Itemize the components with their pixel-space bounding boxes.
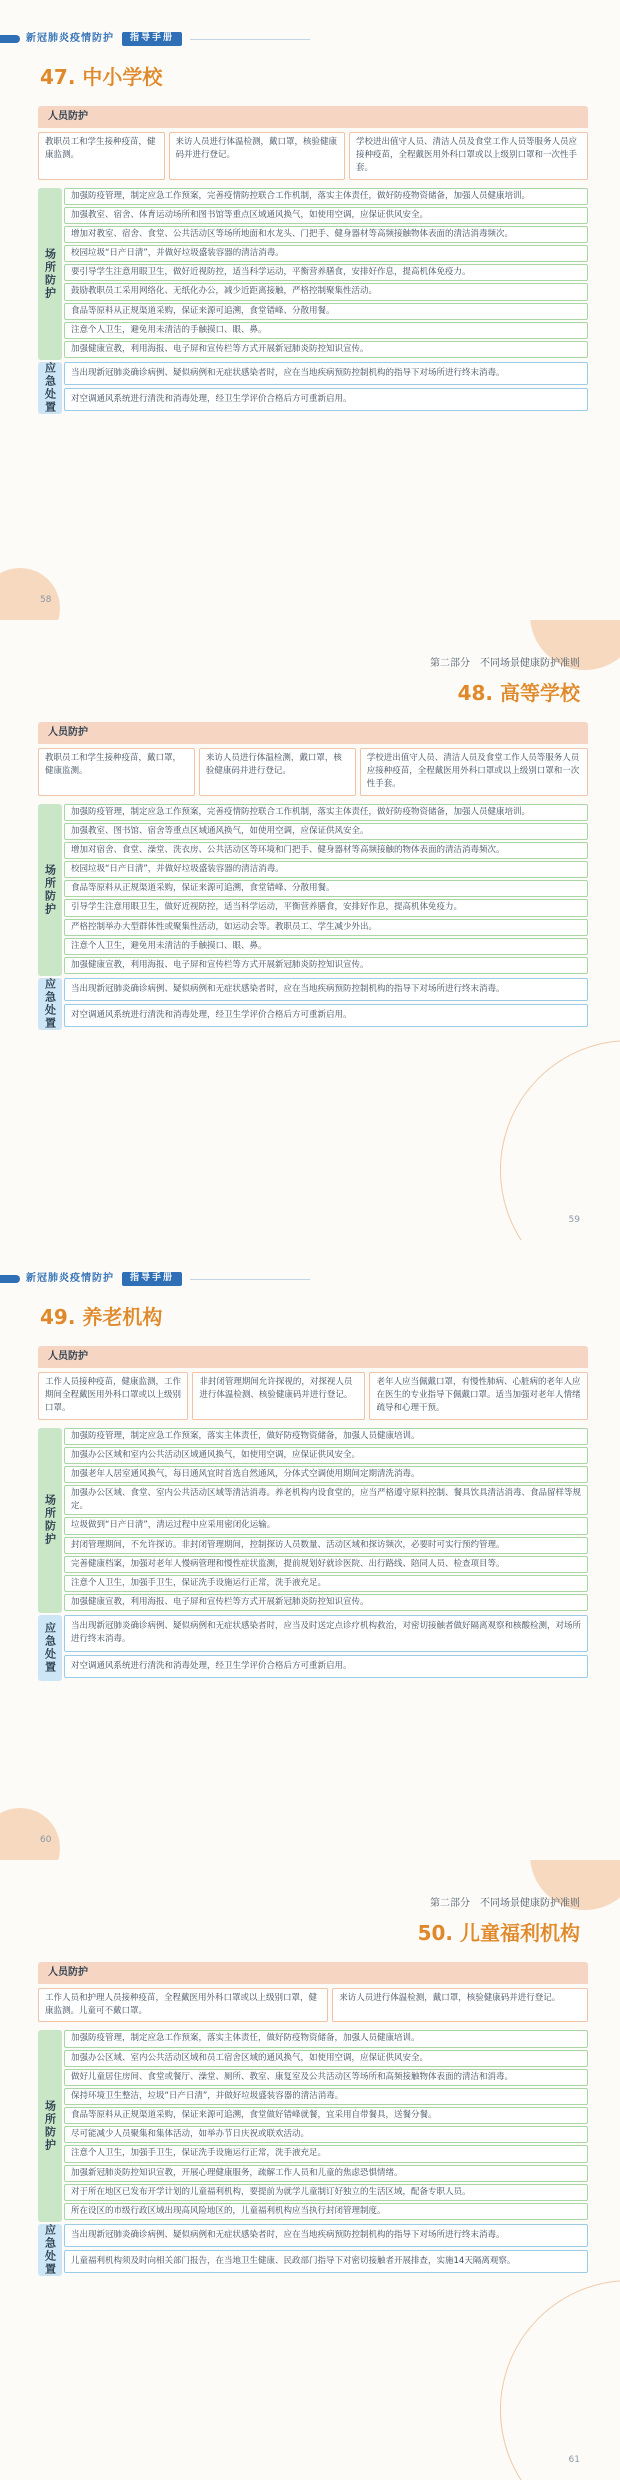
personnel-cell: 来访人员进行体温检测，戴口罩，核验健康码并进行登记。 <box>332 1988 588 2022</box>
site-item: 校园垃圾“日产日清”，并做好垃圾盛装容器的清洁消毒。 <box>64 861 588 878</box>
series-title: 新冠肺炎疫情防护 <box>26 33 114 45</box>
page-title: 47. 中小学校 <box>40 65 163 89</box>
site-section <box>38 804 588 977</box>
site-item: 对于所在地区已发布开学计划的儿童福利机构，要提前为就学儿童制订好独立的生活区域，配备专职人员。 <box>64 2184 588 2201</box>
site-item: 加强健康宣教，利用海报、电子屏和宣传栏等方式开展新冠肺炎防控知识宣传。 <box>64 341 588 358</box>
site-section <box>38 1428 588 1614</box>
content-table <box>38 722 588 1030</box>
site-item: 注意个人卫生，加强手卫生，保证洗手设施运行正常，洗手液充足。 <box>64 1575 588 1592</box>
page-title: 50. 儿童福利机构 <box>417 1921 580 1945</box>
emergency-item: 当出现新冠肺炎确诊病例、疑似病例和无症状感染者时，应在当地疾病预防控制机构的指导下对场所进行终末消毒。 <box>64 362 588 385</box>
content-table <box>38 106 588 414</box>
site-item: 加强防疫管理，制定应急工作预案，落实主体责任，做好防疫物资储备，加强人员健康培训。 <box>64 1428 588 1445</box>
guide-badge: 指导手册 <box>122 1272 182 1286</box>
personnel-header: 人员防护 <box>38 106 588 128</box>
personnel-header: 人员防护 <box>38 1346 588 1368</box>
site-item: 加强办公区域和室内公共活动区域通风换气，如使用空调，应保证供风安全。 <box>64 1447 588 1464</box>
site-label: 场所防护 <box>38 2030 62 2222</box>
personnel-cell: 老年人应当佩戴口罩，有慢性肺病、心脏病的老年人应在医生的专业指导下佩戴口罩。适当加强对老年人情绪疏导和心理干预。 <box>369 1372 588 1420</box>
page-number: 59 <box>568 1215 580 1226</box>
site-item: 做好儿童居住房间、食堂或餐厅、澡堂、厕所、教室、康复室及公共活动区等场所和高频接触物体表面的清洁和消毒。 <box>64 2069 588 2086</box>
site-item: 加强防疫管理，制定应急工作预案，落实主体责任，做好防疫物资储备，加强人员健康培训。 <box>64 2030 588 2047</box>
site-item: 加强新冠肺炎防控知识宣教，开展心理健康服务，疏解工作人员和儿童的焦虑恐惧情绪。 <box>64 2165 588 2182</box>
site-item: 食品等原料从正规渠道采购，保证来源可追溯，食堂做好错峰就餐，宜采用自带餐具，送餐分餐。 <box>64 2107 588 2124</box>
personnel-row <box>38 128 588 186</box>
decor-arc <box>500 1040 620 1240</box>
header-rule <box>190 1279 310 1280</box>
personnel-cell: 学校进出值守人员、清洁人员及食堂工作人员等服务人员应接种疫苗，全程戴医用外科口罩或以上级别口罩和一次性手套。 <box>360 748 588 796</box>
site-item: 加强教室、宿舍、体育运动场所和图书馆等重点区域通风换气，如使用空调，应保证供风安全。 <box>64 207 588 224</box>
emergency-item: 当出现新冠肺炎确诊病例、疑似病例和无症状感染者时，应在当地疾病预防控制机构的指导下对场所进行终末消毒。 <box>64 2224 588 2247</box>
page-59 <box>0 620 620 1240</box>
personnel-cell: 学校进出值守人员、清洁人员及食堂工作人员等服务人员应接种疫苗，全程戴医用外科口罩或以上级别口罩和一次性手套。 <box>349 132 588 180</box>
site-section <box>38 2030 588 2222</box>
header-rule <box>190 39 310 40</box>
site-item: 所在设区的市级行政区域出现高风险地区的，儿童福利机构应当执行封闭管理制度。 <box>64 2203 588 2220</box>
site-item: 增加对教室、宿舍、食堂、公共活动区等场所地面和水龙头、门把手、健身器材等高频接触物体表面的清洁消毒频次。 <box>64 226 588 243</box>
personnel-cell: 来访人员进行体温检测，戴口罩，核验健康码并进行登记。 <box>199 748 356 796</box>
site-item: 加强老年人居室通风换气，每日通风宜时首选自然通风，分体式空调使用期间定期清洗消毒。 <box>64 1466 588 1483</box>
site-item: 垃圾做到“日产日清”，清运过程中应采用密闭化运输。 <box>64 1517 588 1534</box>
site-item: 加强健康宣教，利用海报、电子屏和宣传栏等方式开展新冠肺炎防控知识宣传。 <box>64 957 588 974</box>
site-item: 增加对宿舍、食堂、澡堂、洗衣房、公共活动区等环境和门把手、健身器材等高频接触的物体表面的清洁消毒频次。 <box>64 842 588 859</box>
header-stripe <box>0 35 20 43</box>
emergency-item: 对空调通风系统进行清洗和消毒处理，经卫生学评价合格后方可重新启用。 <box>64 388 588 411</box>
page-number: 61 <box>568 2455 580 2466</box>
personnel-header: 人员防护 <box>38 722 588 744</box>
emergency-section <box>38 2224 588 2276</box>
site-item: 要引导学生注意用眼卫生，做好近视防控，适当科学运动，平衡营养膳食，安排好作息，提高机体免疫力。 <box>64 264 588 281</box>
site-item: 加强办公区域、食堂、室内公共活动区域等清洁消毒。养老机构内设食堂的，应当严格遵守原料控制、餐具饮具清洁消毒、食品留样等规定。 <box>64 1485 588 1515</box>
emergency-label: 应急处置 <box>38 362 62 414</box>
series-header <box>0 1272 310 1286</box>
personnel-cell: 教职员工和学生接种疫苗，戴口罩，健康监测。 <box>38 748 195 796</box>
site-section <box>38 188 588 361</box>
personnel-row <box>38 1984 588 2028</box>
personnel-header: 人员防护 <box>38 1962 588 1984</box>
personnel-cell: 教职员工和学生接种疫苗，健康监测。 <box>38 132 165 180</box>
site-label: 场所防护 <box>38 804 62 977</box>
emergency-section <box>38 978 588 1030</box>
series-title: 新冠肺炎疫情防护 <box>26 1273 114 1285</box>
site-item: 封闭管理期间，不允许探访。非封闭管理期间，控制探访人员数量、活动区域和探访频次，必要时可实行预约管理。 <box>64 1537 588 1554</box>
content-table <box>38 1962 588 2276</box>
emergency-item: 对空调通风系统进行清洗和消毒处理，经卫生学评价合格后方可重新启用。 <box>64 1655 588 1678</box>
site-item: 加强健康宣教，利用海报、电子屏和宣传栏等方式开展新冠肺炎防控知识宣传。 <box>64 1594 588 1611</box>
emergency-section <box>38 1615 588 1681</box>
site-item: 校园垃圾“日产日清”，并做好垃圾盛装容器的清洁消毒。 <box>64 245 588 262</box>
personnel-cell: 工作人员接种疫苗，健康监测，工作期间全程戴医用外科口罩或以上级别口罩。 <box>38 1372 188 1420</box>
page-60 <box>0 1240 620 1860</box>
page-number: 58 <box>40 595 52 606</box>
emergency-item: 儿童福利机构须及时向相关部门报告，在当地卫生健康、民政部门指导下对密切接触者开展排查，实施14天隔离观察。 <box>64 2250 588 2273</box>
emergency-label: 应急处置 <box>38 2224 62 2276</box>
site-item: 完善健康档案，加强对老年人慢病管理和慢性症状监测，提前规划好就诊医院、出行路线、陪同人员、检查项目等。 <box>64 1556 588 1573</box>
chapter-title: 第二部分 不同场景健康防护准则 <box>430 658 580 669</box>
emergency-label: 应急处置 <box>38 1615 62 1681</box>
personnel-row <box>38 1368 588 1426</box>
site-item: 食品等原料从正规渠道采购，保证来源可追溯，食堂错峰、分散用餐。 <box>64 303 588 320</box>
guide-badge: 指导手册 <box>122 32 182 46</box>
site-item: 加强防疫管理，制定应急工作预案，完善疫情防控联合工作机制，落实主体责任，做好防疫物资储备，加强人员健康培训。 <box>64 804 588 821</box>
page-title: 49. 养老机构 <box>40 1305 163 1329</box>
site-item: 加强办公区域、室内公共活动区域和员工宿舍区域的通风换气，如使用空调，应保证供风安全。 <box>64 2050 588 2067</box>
site-item: 注意个人卫生，避免用未清洁的手触摸口、眼、鼻。 <box>64 322 588 339</box>
site-item: 鼓励教职员工采用网络化、无纸化办公，减少近距离接触，严格控制聚集性活动。 <box>64 283 588 300</box>
site-item: 尽可能减少人员聚集和集体活动，如举办节日庆祝或联欢活动。 <box>64 2126 588 2143</box>
site-item: 严格控制举办大型群体性或聚集性活动，如运动会等。教职员工、学生减少外出。 <box>64 919 588 936</box>
site-label: 场所防护 <box>38 188 62 361</box>
emergency-item: 当出现新冠肺炎确诊病例、疑似病例和无症状感染者时，应在当地疾病预防控制机构的指导下对场所进行终末消毒。 <box>64 978 588 1001</box>
page-58 <box>0 0 620 620</box>
personnel-cell: 工作人员和护理人员接种疫苗，全程戴医用外科口罩或以上级别口罩，健康监测。儿童可不戴口罩。 <box>38 1988 328 2022</box>
site-item: 引导学生注意用眼卫生，做好近视防控，适当科学运动，平衡营养膳食，安排好作息，提高机体免疫力。 <box>64 899 588 916</box>
personnel-row <box>38 744 588 802</box>
site-item: 食品等原料从正规渠道采购，保证来源可追溯，食堂错峰、分散用餐。 <box>64 880 588 897</box>
site-item: 加强教室、图书馆、宿舍等重点区域通风换气，如使用空调，应保证供风安全。 <box>64 823 588 840</box>
page-number: 60 <box>40 1835 52 1846</box>
page-61 <box>0 1860 620 2480</box>
decor-arc <box>500 2280 620 2480</box>
content-table <box>38 1346 588 1681</box>
emergency-item: 当出现新冠肺炎确诊病例、疑似病例和无症状感染者时，应当及时送定点诊疗机构救治，对密切接触者做好隔离观察和核酸检测，对场所进行终末消毒。 <box>64 1615 588 1651</box>
site-item: 保持环境卫生整洁，垃圾“日产日清”，并做好垃圾盛装容器的清洁消毒。 <box>64 2088 588 2105</box>
site-item: 加强防疫管理，制定应急工作预案，完善疫情防控联合工作机制，落实主体责任，做好防疫物资储备，加强人员健康培训。 <box>64 188 588 205</box>
series-header <box>0 32 310 46</box>
personnel-cell: 来访人员进行体温检测，戴口罩，核验健康码并进行登记。 <box>169 132 346 180</box>
personnel-cell: 非封闭管理期间允许探视的，对探视人员进行体温检测、核验健康码并进行登记。 <box>192 1372 365 1420</box>
emergency-item: 对空调通风系统进行清洗和消毒处理，经卫生学评价合格后方可重新启用。 <box>64 1004 588 1027</box>
emergency-label: 应急处置 <box>38 978 62 1030</box>
chapter-title: 第二部分 不同场景健康防护准则 <box>430 1898 580 1909</box>
header-stripe <box>0 1275 20 1283</box>
page-title: 48. 高等学校 <box>457 681 580 705</box>
site-item: 注意个人卫生，避免用未清洁的手触摸口、眼、鼻。 <box>64 938 588 955</box>
site-label: 场所防护 <box>38 1428 62 1614</box>
emergency-section <box>38 362 588 414</box>
site-item: 注意个人卫生，加强手卫生，保证洗手设施运行正常，洗手液充足。 <box>64 2145 588 2162</box>
